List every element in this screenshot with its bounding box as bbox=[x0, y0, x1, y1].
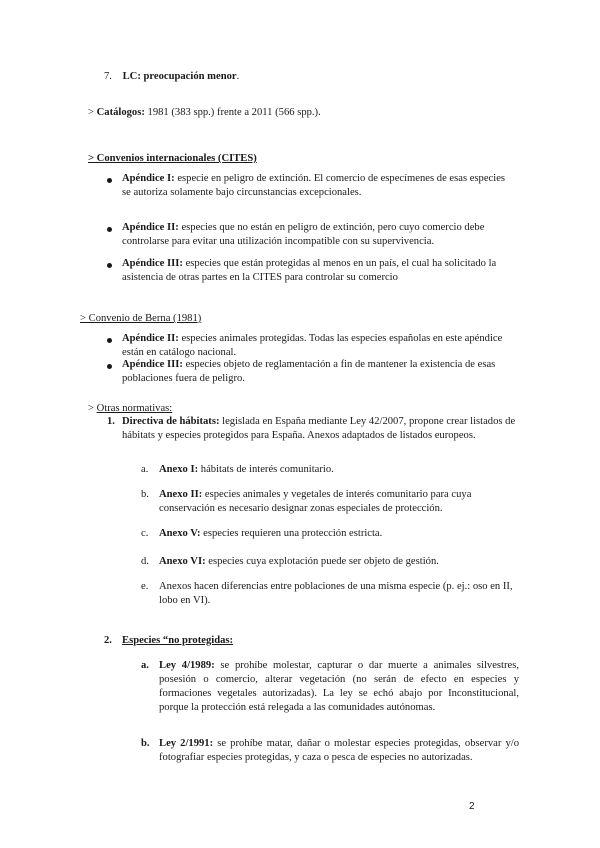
ley-4-1989-label: Ley 4/1989: bbox=[159, 660, 215, 671]
cites-item-2 bbox=[122, 221, 510, 249]
directiva-habitats bbox=[122, 415, 518, 443]
anexo-v bbox=[159, 527, 519, 541]
anexos-diferencias-text: Anexos hacen diferencias entre poblaciones de una misma especie (p. ej.: oso en II, lobo en VI). bbox=[159, 581, 513, 606]
ley-2-1991-text: se prohíbe matar, dañar o molestar especies protegidas, observar y/o fotografiar especies protegidas, y caza o pesca de especies no autorizadas. bbox=[159, 738, 520, 763]
subitem-letter: d. bbox=[141, 556, 149, 567]
cites-item-3 bbox=[122, 257, 510, 285]
berna-item-2-label: Apéndice III: bbox=[122, 359, 183, 370]
subitem-letter: b. bbox=[141, 489, 149, 500]
otras-heading-text: Otras normativas: bbox=[96, 403, 173, 414]
cites-item-3-text: especies que están protegidas al menos en un país, el cual ha solicitado la asistencia de otras partes en la CITES para controlar su comercio bbox=[122, 258, 497, 283]
cites-item-1 bbox=[122, 172, 510, 200]
berna-item-1 bbox=[122, 332, 510, 360]
item-number: 1. bbox=[107, 416, 115, 427]
otras-heading-prefix: > bbox=[88, 403, 97, 414]
bullet bbox=[107, 338, 112, 343]
anexo-v-text: especies requieren una protección estricta. bbox=[200, 528, 383, 539]
bullet bbox=[107, 263, 112, 268]
anexo-ii bbox=[159, 488, 519, 516]
anexo-i-text: hábitats de interés comunitario. bbox=[198, 464, 334, 475]
cites-heading: > Convenios internacionales (CITES) bbox=[88, 153, 257, 164]
bullet bbox=[107, 364, 112, 369]
catalogos-line bbox=[88, 106, 321, 120]
item7-label: LC: preocupación menor bbox=[122, 71, 237, 82]
especies-no-protegidas-heading: Especies “no protegidas: bbox=[122, 635, 234, 646]
berna-heading: > Convenio de Berna (1981) bbox=[80, 313, 202, 324]
cites-item-2-label: Apéndice II: bbox=[122, 222, 179, 233]
subitem-letter: b. bbox=[141, 738, 150, 749]
berna-item-1-label: Apéndice II: bbox=[122, 333, 179, 344]
anexo-v-label: Anexo V: bbox=[159, 528, 201, 539]
ley-2-1991 bbox=[159, 737, 519, 765]
cites-item-2-text: especies que no están en peligro de extinción, pero cuyo comercio debe controlarse para evitar una utilización incompatible con su supervivencia. bbox=[122, 222, 485, 247]
catalogos-prefix: > bbox=[88, 107, 97, 118]
berna-item-2 bbox=[122, 358, 510, 386]
anexos-diferencias bbox=[159, 580, 519, 608]
cites-item-1-label: Apéndice I: bbox=[122, 173, 175, 184]
berna-item-2-text: especies objeto de reglamentación a fin de mantener la existencia de esas poblaciones fuera de peligro. bbox=[122, 359, 496, 384]
subitem-letter: a. bbox=[141, 660, 149, 671]
anexo-i-label: Anexo I: bbox=[159, 464, 199, 475]
list-item-7 bbox=[104, 70, 239, 84]
item-number: 7. bbox=[104, 71, 112, 82]
bullet bbox=[107, 227, 112, 232]
berna-item-1-text: especies animales protegidas. Todas las especies españolas en este apéndice están en catálogo nacional. bbox=[122, 333, 503, 358]
ley-4-1989 bbox=[159, 659, 519, 715]
anexo-i bbox=[159, 463, 519, 477]
page-number: 2 bbox=[469, 801, 475, 812]
directiva-text: legislada en España mediante Ley 42/2007, propone crear listados de hábitats y especies protegidos para España. Anexos adaptados de listados europeos. bbox=[122, 416, 516, 441]
bullet bbox=[107, 178, 112, 183]
anexo-vi-text: especies cuya explotación puede ser objeto de gestión. bbox=[205, 556, 439, 567]
cites-item-1-text: especie en peligro de extinción. El comercio de especímenes de esas especies se autoriza solamente bajo circunstancias excepcionales. bbox=[122, 173, 506, 198]
anexo-ii-label: Anexo II: bbox=[159, 489, 203, 500]
directiva-label: Directiva de hábitats: bbox=[122, 416, 220, 427]
subitem-letter: e. bbox=[141, 581, 149, 592]
catalogos-label: Catálogos: bbox=[96, 107, 145, 118]
catalogos-text: 1981 (383 spp.) frente a 2011 (566 spp.). bbox=[144, 107, 321, 118]
item7-tail: . bbox=[236, 71, 240, 82]
cites-item-3-label: Apéndice III: bbox=[122, 258, 183, 269]
subitem-letter: c. bbox=[141, 528, 149, 539]
anexo-vi-label: Anexo VI: bbox=[159, 556, 206, 567]
item-number: 2. bbox=[104, 635, 112, 646]
ley-2-1991-label: Ley 2/1991: bbox=[159, 738, 214, 749]
subitem-letter: a. bbox=[141, 464, 149, 475]
anexo-vi bbox=[159, 555, 519, 569]
otras-heading bbox=[88, 402, 172, 416]
anexo-ii-text: especies animales y vegetales de interés comunitario para cuya conservación es necesario designar zonas especiales de protección. bbox=[159, 489, 472, 514]
ley-4-1989-text: se prohíbe molestar, capturar o dar muerte a animales silvestres, posesión o comercio, alterar vegetación (no serán de efecto en especies y formaciones vegetales autorizadas). La ley se echó abajo por Inconstitucional, porque la protección está relegada a las comunidades autónomas. bbox=[159, 660, 519, 713]
